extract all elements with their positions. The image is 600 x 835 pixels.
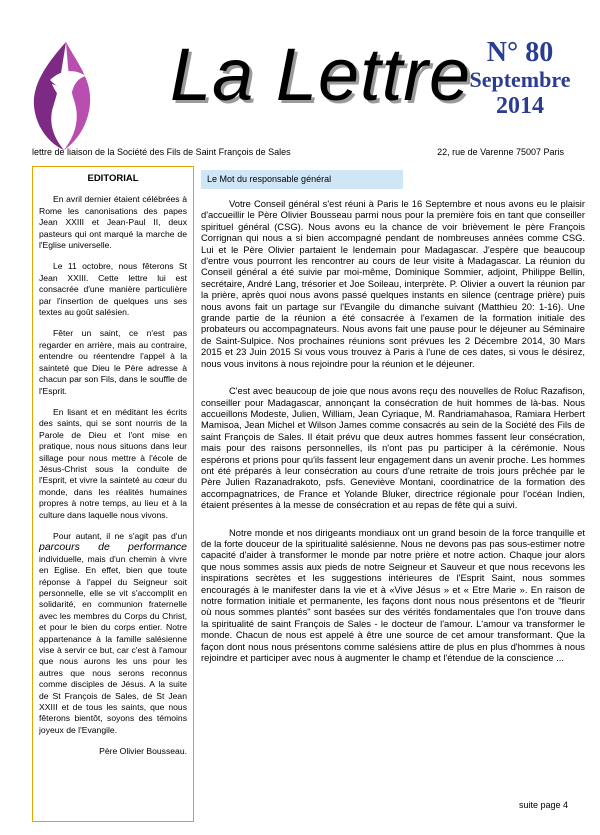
editorial-paragraph: Fêter un saint, ce n'est pas regarder en arrière, mais au contraire, entendre ou réentendre l'appel à la sainteté que Dieu le Père adresse à chacun par son Fils, dans le souffle de l'Esprit. <box>39 328 187 396</box>
issue-year: 2014 <box>496 93 544 119</box>
editorial-text: individuelle, mais d'un chemin à vivre en Eglise. En effet, bien que toute réponse à l'appel du Seigneur soit personnelle, elle se vit s'accomplit en solidarité, en communion fraternelle avec les membres du Corps du Christ, et pour le bien du corps entier. Notre appartenance à la famille salésienne vise à servir ce but, car c'est à l'amour que nous aurons les uns pour les autres que nous serons reconnus comme disciples de Jésus. A la suite de St François de Sales, de St Jean XXIII et de tous les saints, que nous fêterons bientôt, soyons des témoins joyeux de l'Evangile. <box>39 553 187 735</box>
editorial-signature: Père Olivier Bousseau. <box>99 746 187 757</box>
dove-flame-logo-icon <box>30 40 100 152</box>
article-paragraph: C'est avec beaucoup de joie que nous avons reçu des nouvelles de Roluc Razafison, conseiller pour Madagascar, annonçant la consécration de huit hommes de là-bas. Nous accueillons Modeste, Julien, William, Jean Cyriaque, M. Randriamahasoa, Ramiara Herbert Mamisoa, Jean Michel et Wilson James comme consacrés au sein de la Société des Fils de saint François de Sales. Il était prévu que deux autres hommes fassent leur consécration, mais pour des raisons personnelles, ils n'ont pas pu participer à la cérémonie. Nous espérons et prions pour qu'ils fassent leur engagement dans un avenir proche. Les hommes ont été préparés à leur consécration au cours d'une retraite de trois jours prêchée par le Père Julien Razanadrakoto, psfs. Geneviève Montani, coordinatrice de la formation des accompagnatrices, de France et Yolande Bluker, directrice régionale pour l'océan Indien, étaient présentes à la messe de consécration et au repas de fête qui a suivi. <box>201 385 585 511</box>
editorial-paragraph <box>39 531 187 736</box>
editorial-text: Pour autant, il ne s'agit pas d'un <box>53 530 187 541</box>
article-paragraph: Votre Conseil général s'est réuni à Paris le 16 Septembre et nous avons eu le plaisir d'accueillir le Père Olivier Bousseau parmi nous pour la première fois en tant que conseiller spirituel général (CSG). Nous avons eu la chance de voir brièvement le père François Corrignan qui nous a si bien accompagné pendant de nombreuses années comme CSG. Lui et le Père Olivier partaient le lendemain pour Madagascar. J'espère que beaucoup d'entre vous pourront les rencontrer au cours de leur visite à Madagascar. La réunion du Conseil général a été suivie par moi-même, Dominique Sommier, adjoint, Philippe Bellin, secrétaire, André Lang, trésorier et Joe Soileau, interprète. P. Olivier a ouvert la réunion par la prière, après quoi nous avons passé quelques instants en silence (centrage prière) puis nous avons fait un partage sur l'Evangile du dimanche suivant (Matthieu 20: 1-16). Une grande partie de la réunion a été consacrée à l'examen de la formation initiale des probateurs ou accompagnateurs. Nous avons fait une pause pour le déjeuner au Séminaire de Saint-Sulpice. Nos prochaines réunions sont prévues les 2 Décembre 2014, 30 Mars 2015 et 23 Juin 2015 Si vous vous trouvez à Paris à l'une de ces dates, si vous le désirez, nous vous invitons à nous rejoindre pour la réunion et le déjeuner. <box>201 198 585 369</box>
editorial-emphasis: parcours de performance <box>39 541 187 554</box>
main-article <box>201 198 585 679</box>
issue-info <box>460 38 580 120</box>
editorial-paragraph: Le 11 octobre, nous fêterons St Jean XXIII. Cette lettre lui est consacrée d'une manière particulière par l'insertion de quelques uns ses textes au goût salésien. <box>39 261 187 318</box>
issue-number: N° 80 <box>486 37 554 68</box>
article-paragraph: Notre monde et nos dirigeants mondiaux ont un grand besoin de la force tranquille et de la forte douceur de la spiritualité salésienne. Nous ne devons pas pas sous-estimer notre capacité d'aider à transformer le monde par notre prière et notre action. Chaque jour alors que nous sommes assis aux pieds de notre Seigneur et Sauveur et que nous recevons les inspirations secrètes et les suggestions intérieures de l'Esprit Saint, nous sommes encouragés à le manifester dans la vie et à «Vive Jésus » et « Etre Marie ». En raison de notre formation initiale et permanente, les façons dont nous nous présentons et de "fleurir où nous sommes plantés" sont basées sur des vérités fondamentales que l'on trouve dans la spiritualité de saint François de Sales - le docteur de l'amour. L'amour va transformer le monde. Chacun de nous est appelé à être une source de cet amour transformant. Que la façon dont nous nous présentons comme salésiens attire de plus en plus d'hommes à nous rejoindre et participer avec nous à augmenter le champ et l'étendue de la conscience ... <box>201 526 585 664</box>
editorial-heading: EDITORIAL <box>87 173 139 184</box>
editorial-paragraph: En lisant et en méditant les écrits des saints, qui se sont nourris de la Parole de Dieu et l'ont mise en pratique, nous nous situons dans leur sillage pour nous mettre à l'école de Jésus-Christ sous la conduite de l'Esprit, et vivre la sainteté au cœur du monde, dans les réalités humaines propres à notre temps, au lieu et à la culture dans laquelle nous vivons. <box>39 406 187 520</box>
tagline: lettre de liaison de la Société des Fils de Saint François de Sales <box>32 147 291 157</box>
newsletter-title: La Lettre <box>170 33 472 116</box>
issue-month: Septembre <box>469 67 571 92</box>
address: 22, rue de Varenne 75007 Paris <box>437 147 564 157</box>
editorial-box <box>32 166 194 822</box>
editorial-paragraph: En avril dernier étaient célébrées à Rome les canonisations des papes Jean XXIII et Jean-Paul II, deux pasteurs qui ont marqué la marche de l'Eglise universelle. <box>39 194 187 251</box>
section-title: Le Mot du responsable général <box>201 170 403 189</box>
continued-note: suite page 4 <box>518 800 568 810</box>
